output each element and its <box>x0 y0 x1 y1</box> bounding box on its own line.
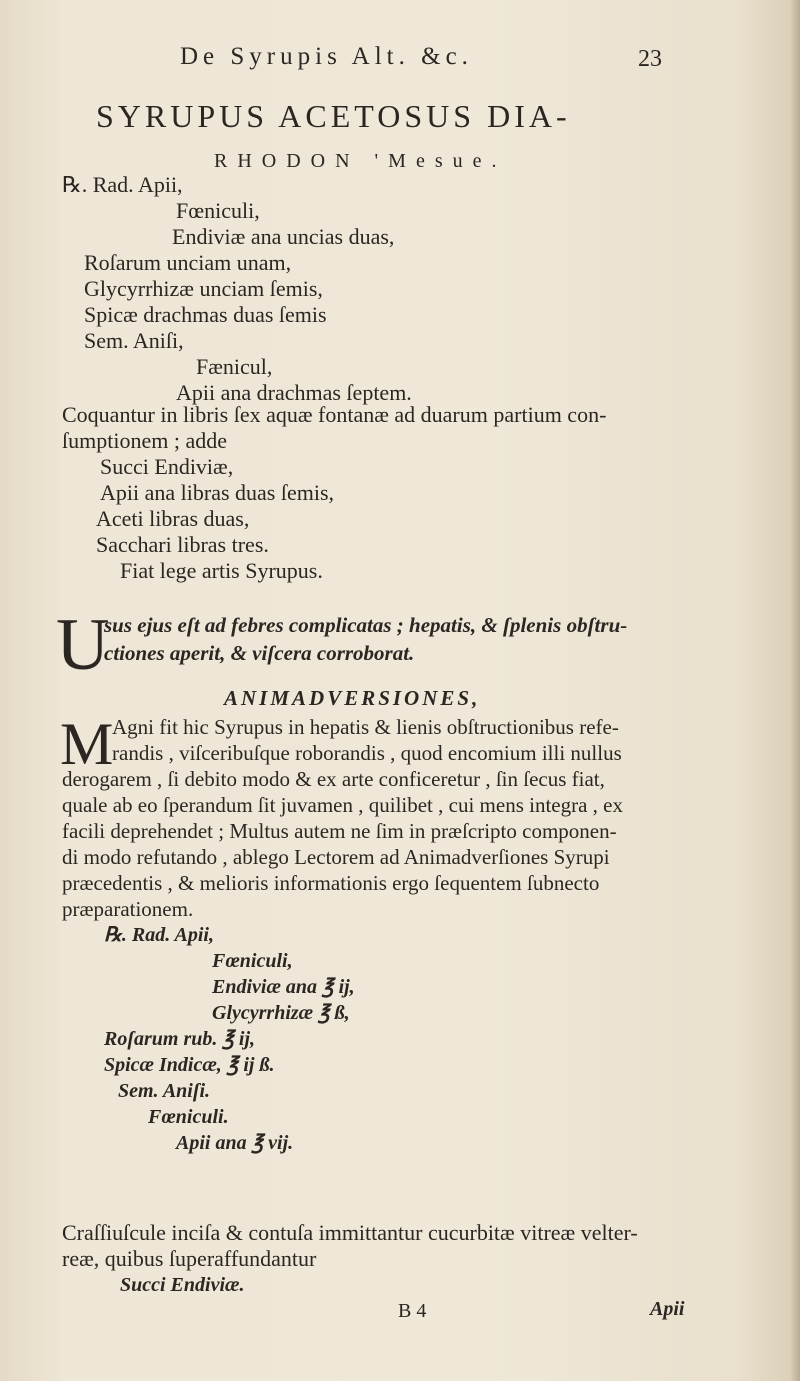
signature-mark: B 4 <box>398 1300 427 1322</box>
recipe-3-line-2: Fœniculi, <box>212 950 293 972</box>
animadversiones-line-6: di modo refutando , ablego Lectorem ad Animadverſiones Syrupi <box>62 845 610 869</box>
recipe-2-line-1: Succi Endiviæ, <box>100 454 234 479</box>
animadversiones-line-8: præparationem. <box>62 897 194 921</box>
recipe-1-line-9: Apii ana drachmas ſeptem. <box>176 380 412 405</box>
recipe-2-line-3: Aceti libras duas, <box>96 506 250 531</box>
recipe-3-line-9: Apii ana ℥ vij. <box>176 1132 294 1154</box>
recipe-3-line-5: Roſarum rub. ℥ ij, <box>104 1028 256 1050</box>
recipe-3-line-6: Spicæ Indicæ, ℥ ij ß. <box>104 1054 275 1076</box>
animadversiones-line-7: præcedentis , & melioris informationis ergo ſequentem ſubnecto <box>62 871 600 895</box>
usus-line-2: ctiones aperit, & viſcera corroborat. <box>104 641 415 665</box>
recipe-1-line-3: Endiviæ ana uncias duas, <box>172 224 395 249</box>
recipe-3-line-7: Sem. Aniſi. <box>118 1080 211 1102</box>
recipe-1-line-8: Fænicul, <box>196 354 273 379</box>
animadversiones-line-3: derogarem , ſi debito modo & ex arte conficeretur , ſin ſecus fiat, <box>62 767 605 791</box>
page-number: 23 <box>638 46 662 72</box>
recipe-1-line-1: ℞. Rad. Apii, <box>62 172 183 197</box>
body-1-line-2: ſumptionem ; adde <box>62 428 227 453</box>
recipe-3-line-3: Endiviæ ana ℥ ij, <box>212 976 355 998</box>
recipe-1-line-2: Fœniculi, <box>176 198 260 223</box>
recipe-1-line-7: Sem. Aniſi, <box>84 328 184 353</box>
animadversiones-line-1: Agni fit hic Syrupus in hepatis & lienis obſtructionibus refe- <box>112 715 619 739</box>
recipe-3-line-4: Glycyrrhizæ ℥ ß, <box>212 1002 350 1024</box>
body-2-line-1: Craſſiuſcule inciſa & contuſa immittantur cucurbitæ vitreæ velter- <box>62 1220 638 1245</box>
running-title: De Syrupis Alt. &c. <box>180 43 473 70</box>
dropcap-u: U <box>56 604 110 686</box>
body-1-line-1: Coquantur in libris ſex aquæ fontanæ ad duarum partium con- <box>62 402 607 427</box>
animadversiones-line-5: facili deprehendet ; Multus autem ne ſim in præſcripto componen- <box>62 819 617 843</box>
recipe-1-line-4: Roſarum unciam unam, <box>84 250 292 275</box>
animadversiones-line-2: randis , viſceribuſque roborandis , quod encomium illi nullus <box>112 741 622 765</box>
title-line-2: RHODON 'Mesue. <box>214 150 507 172</box>
title-line-1: SYRUPUS ACETOSUS DIA- <box>96 98 571 134</box>
recipe-3-line-8: Fœniculi. <box>148 1106 229 1128</box>
recipe-2-line-2: Apii ana libras duas ſemis, <box>100 480 335 505</box>
recipe-1-line-6: Spicæ drachmas duas ſemis <box>84 302 327 327</box>
recipe-3-line-1: ℞. Rad. Apii, <box>104 924 214 946</box>
page-edge-shadow <box>790 0 800 1381</box>
catchword: Apii <box>650 1298 685 1320</box>
usus-line-1: sus ejus eſt ad febres complicatas ; hepatis, & ſplenis obſtru- <box>104 613 628 637</box>
recipe-1-line-5: Glycyrrhizæ unciam ſemis, <box>84 276 323 301</box>
recipe-2-line-4: Sacchari libras tres. <box>96 532 269 557</box>
animadversiones-line-4: quale ab eo ſperandum ſit juvamen , quilibet , cui mens integra , ex <box>62 793 624 817</box>
last-line: Succi Endiviæ. <box>120 1274 245 1296</box>
body-2-line-2: reæ, quibus ſuperaffundantur <box>62 1246 317 1271</box>
recipe-2-line-5: Fiat lege artis Syrupus. <box>120 558 323 583</box>
dropcap-m: M <box>60 711 114 777</box>
animadversiones-heading: ANIMADVERSIONES, <box>224 686 481 710</box>
